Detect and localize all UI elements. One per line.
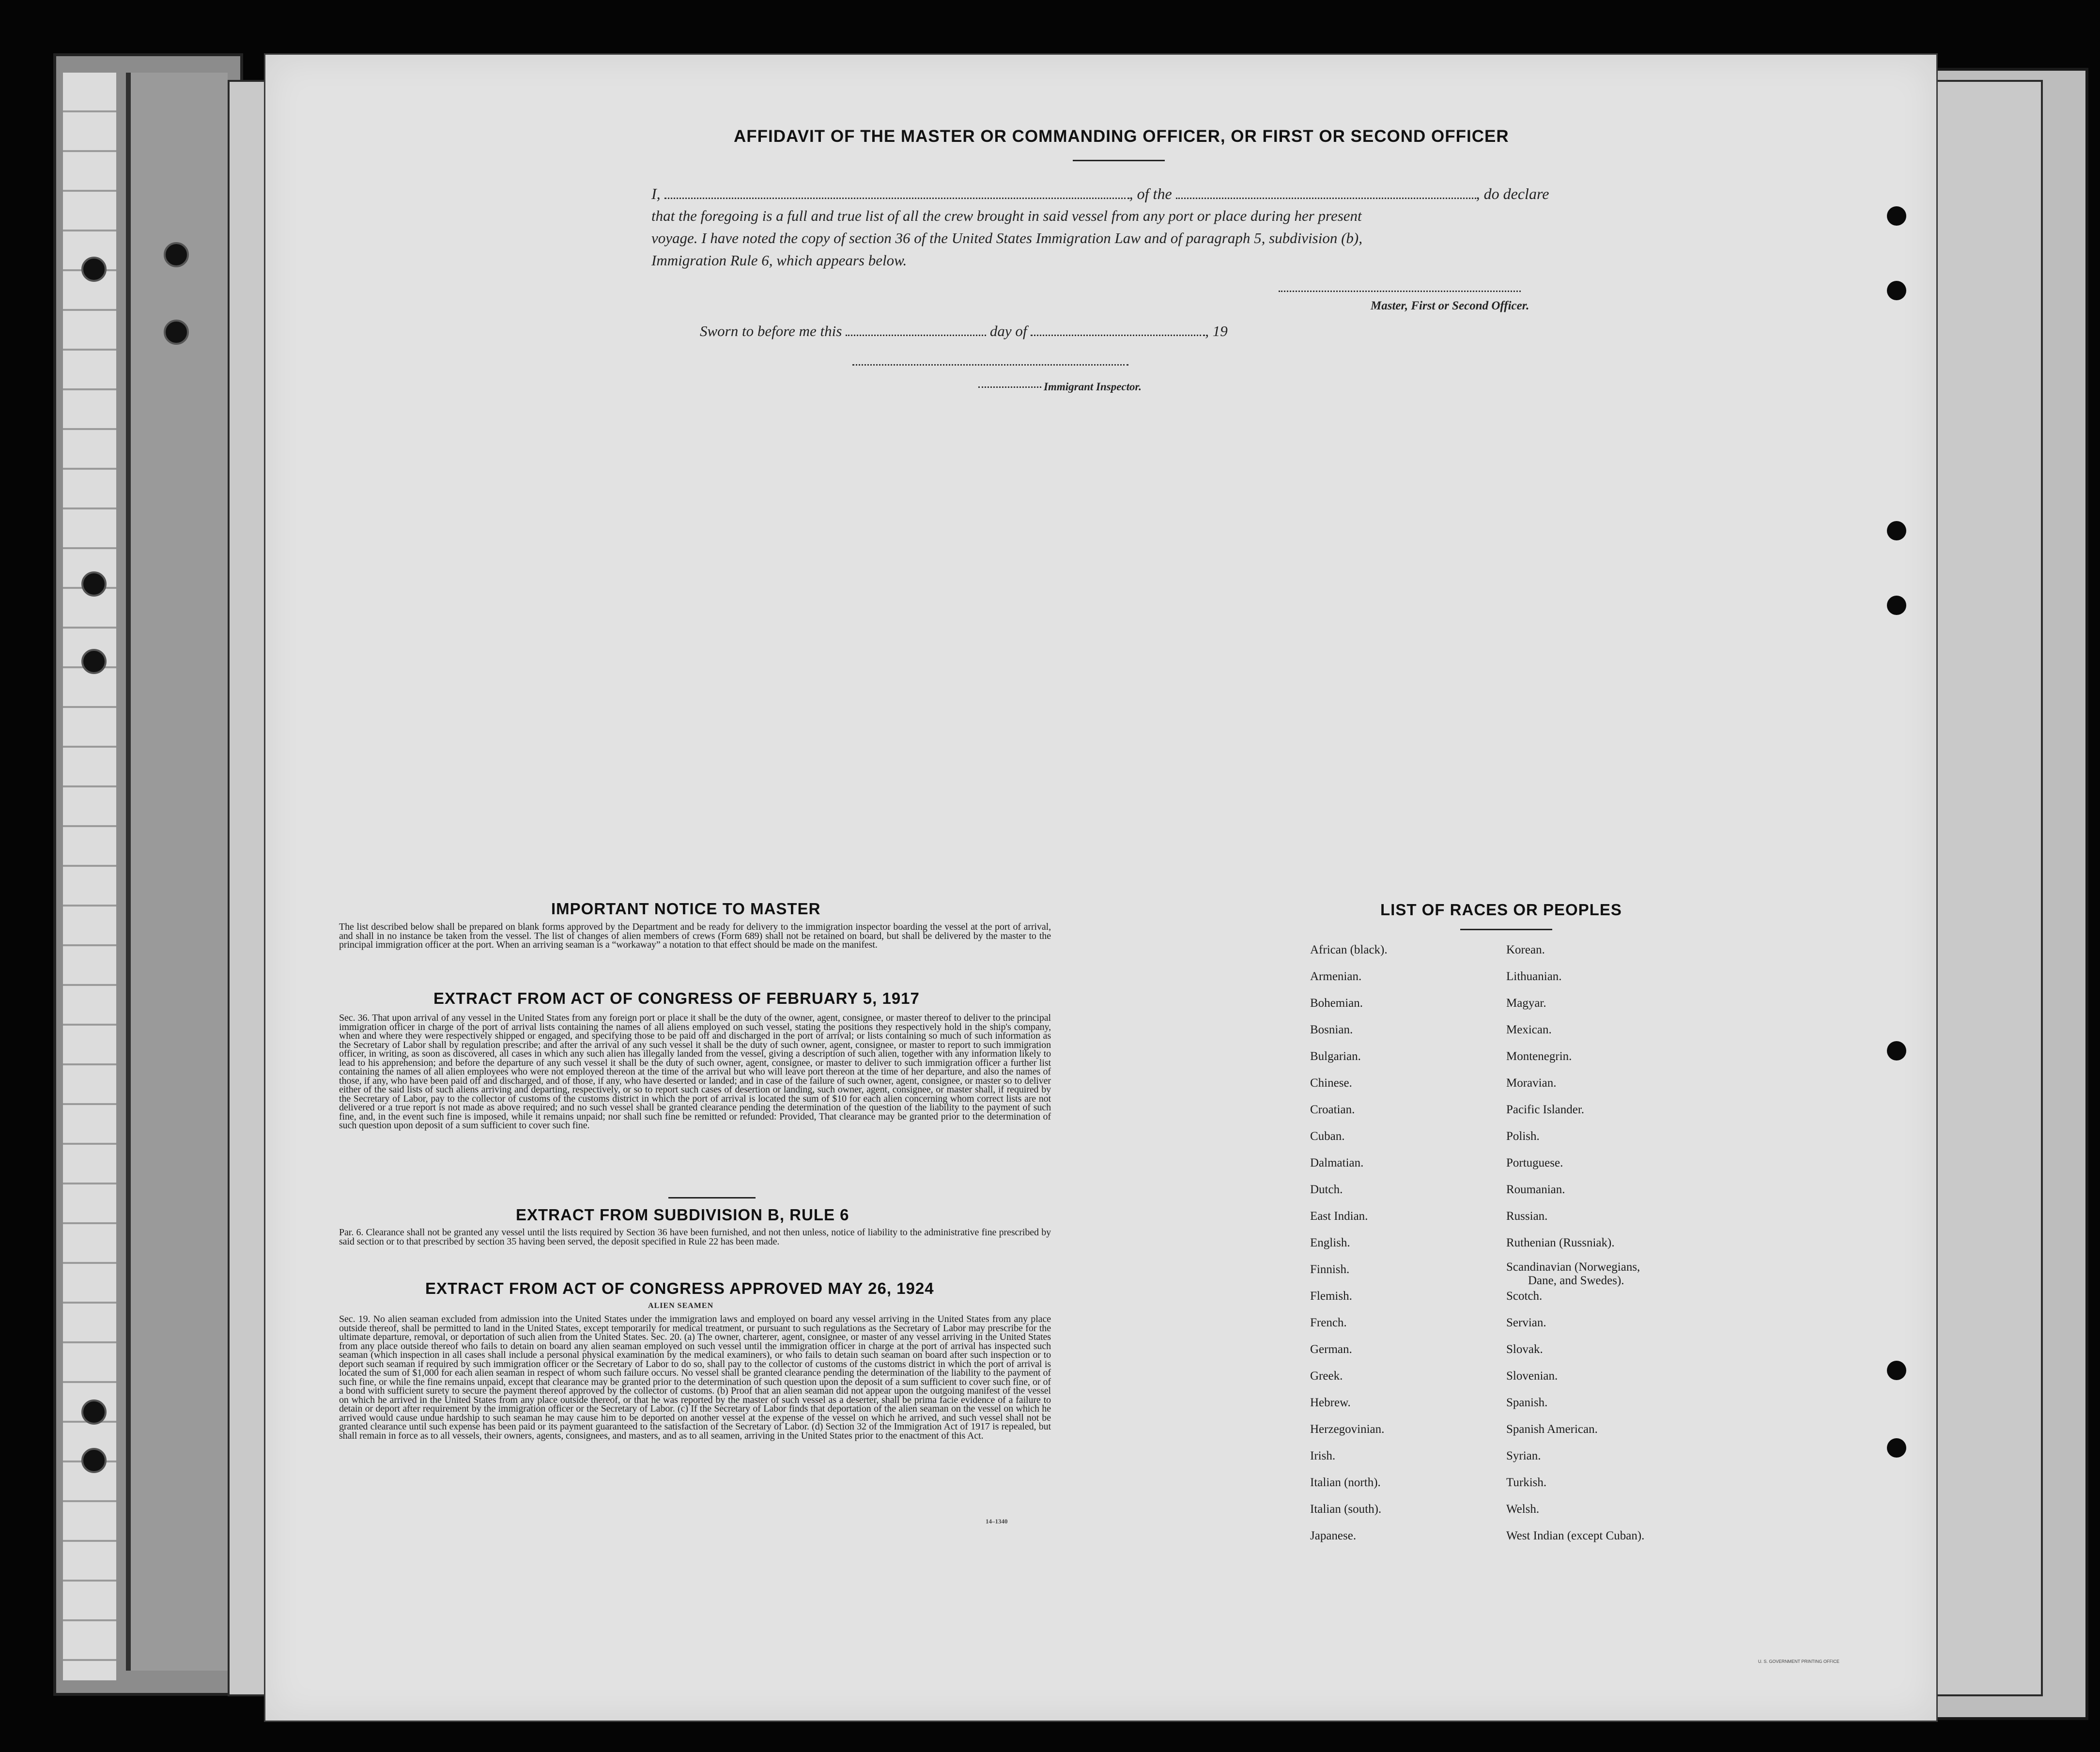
race-item: Spanish American.: [1506, 1423, 1598, 1436]
name-blank: [664, 198, 1129, 199]
race-item: East Indian.: [1310, 1210, 1368, 1223]
lined-paper-strip: [63, 73, 116, 1680]
affidavit-body-line-2: voyage. I have noted the copy of section 36 of the United States Immigration Law and of paragraph 5, subdivision (b),: [651, 230, 1362, 246]
race-item: Italian (north).: [1310, 1476, 1381, 1489]
race-item: Pacific Islander.: [1506, 1103, 1585, 1116]
inspector-lead-dots: [978, 386, 1041, 388]
extract-rule6-text: Par. 6. Clearance shall not be granted any vessel until the lists required by Section 36 have been furnished, and not then unless, notice of liability to the administrative fine prescribed by said section or to that prescribed by section 35 having been served, the deposit specified in Rule 22 has been made.: [339, 1227, 1051, 1247]
race-item: West Indian (except Cuban).: [1506, 1529, 1645, 1542]
race-item: Montenegrin.: [1506, 1050, 1572, 1063]
extract-1924-subtitle: ALIEN SEAMEN: [648, 1302, 714, 1310]
printer-imprint: U. S. GOVERNMENT PRINTING OFFICE: [1758, 1659, 1839, 1664]
race-item: Hebrew.: [1310, 1396, 1351, 1409]
race-item: Lithuanian.: [1506, 970, 1562, 983]
vessel-blank: [1176, 198, 1476, 199]
binder-hole-icon: [1887, 1041, 1906, 1060]
binder-hole-icon: [81, 1399, 107, 1425]
affidavit-body-line-3: Immigration Rule 6, which appears below.: [651, 252, 907, 269]
race-item: Ruthenian (Russniak).: [1506, 1236, 1615, 1249]
extract-rule6-title: EXTRACT FROM SUBDIVISION B, RULE 6: [516, 1206, 849, 1224]
race-item: Slovenian.: [1506, 1369, 1558, 1383]
binder-hole-icon: [164, 320, 189, 345]
race-item: Spanish.: [1506, 1396, 1548, 1409]
notice-text: The list described below shall be prepared on blank forms approved by the Department and be ready for delivery to the immigration inspector boarding the vessel at the port of arrival, and shall in no instance be taken from the vessel. The list of changes of alien members of crews (Form 689) shall not be retained on board, but shall be delivered by the master to the principal immigration officer at the port. When an arriving seaman is a “workaway” a notation to that effect should be made on the manifest.: [339, 922, 1051, 950]
binder-hole-icon: [81, 649, 107, 674]
manifest-back-page: [264, 53, 1938, 1722]
section-rule: [668, 1197, 756, 1199]
race-item: Dutch.: [1310, 1183, 1343, 1196]
race-item: Bohemian.: [1310, 997, 1363, 1010]
extract-1917-text: Sec. 36. That upon arrival of any vessel in the United States from any foreign port or place it shall be the duty of the owner, agent, consignee, or master thereof to deliver to the principal immigration officer in charge of the port of arrival lists containing the names of all aliens employed on such vessel, stating the positions they respectively hold in the ship's company, when and where they were respectively shipped or engaged, and specifying those to be paid off and discharged in the port of arrival; or lists containing so much of such information as the Secretary of Labor shall by regulation prescribe; and after the arrival of any such vessel it shall be the duty of such owner, agent, consignee, or master to report to such immigration officer, in writing, as soon as discovered, all cases in which any such alien has illegally landed from the vessel, giving a description of such alien, together with any information likely to lead to his apprehension; and before the departure of any such vessel it shall be the duty of such owner, agent, consignee, or master to deliver to such immigration officer a further list containing the names of all alien employees who were not employed thereon at the time of the arrival but who will leave port thereon at the time of her departure, and also the names of those, if any, who have been paid off and discharged, and of those, if any, who have deserted or landed; and in case of the failure of such owner, agent, consignee, or master so to deliver either of the said lists of such aliens arriving and departing, respectively, or so to report such cases of desertion or landing, such owner, agent, consignee, or master shall, if required by the Secretary of Labor, pay to the collector of customs of the customs district in which the port of arrival is located the sum of $10 for each alien concerning whom correct lists are not delivered or a true report is not made as above required; and no such vessel shall be granted clearance pending the determination of the question of the liability to the payment of such fine, and, in the event such fine is imposed, while it remains unpaid; nor shall such fine be remitted or refunded: Provided, That clearance may be granted prior to the determination of such question upon deposit of a sum sufficient to cover such fine.: [339, 1013, 1051, 1131]
declaration-i: I,: [651, 185, 661, 202]
inspector-signature-blank: [852, 364, 1128, 366]
race-item: Herzegovinian.: [1310, 1423, 1385, 1436]
binder-hole-icon: [1887, 281, 1906, 300]
extract-1924-text: Sec. 19. No alien seaman excluded from admission into the United States under the immigration laws and employed on board any vessel arriving in the United States from any place outside thereof, shall be permitted to land in the United States, except temporarily for medical treatment, or pursuant to such regulations as the Secretary of Labor may prescribe for the ultimate departure, removal, or deportation of such alien from the United States. Sec. 20. (a) The owner, charterer, agent, consignee, or master of any vessel arriving in the United States from any place outside thereof who fails to detain on board any alien seaman employed on such vessel until the immigration officer in charge at the port of arrival has inspected such seaman (which inspection in all cases shall include a personal physical examination by the medical examiners), or who fails to detain such seaman on board after such inspection or to deport such seaman if required by such immigration officer or the Secretary of Labor to do so, shall pay to the collector of customs of the customs district in which the port of arrival is located the sum of $1,000 for each alien seaman in respect of whom such failure occurs. No vessel shall be granted clearance pending the determination of the liability to the payment of such fine, or while the fine remains unpaid, except that clearance may be granted prior to the determination of such question upon the deposit of a sum sufficient to cover such fine, or of a bond with sufficient surety to secure the payment thereof approved by the collector of customs. (b) Proof that an alien seaman did not appear upon the outgoing manifest of the vessel on which he arrived in the United States from any place outside thereof, or that he was reported by the master of such vessel as a deserter, shall be prima facie evidence of a failure to detain or deport after requirement by the immigration officer or the Secretary of Labor. (c) If the Secretary of Labor finds that deportation of the alien seaman on the vessel on which he arrived would cause undue hardship to such seaman he may cause him to be deported on another vessel at the expense of the vessel on which he arrived, and such vessel shall not be granted clearance until such expense has been paid or its payment guaranteed to the satisfaction of the Secretary of Labor. (d) Section 32 of the Immigration Act of 1917 is repealed, but shall remain in force as to all vessels, their owners, agents, consignees, and masters, and as to all seamen, arriving in the United States prior to the enactment of this Act.: [339, 1314, 1051, 1441]
master-signature-blank: [1279, 291, 1521, 292]
race-item: Welsh.: [1506, 1503, 1540, 1516]
affidavit-declaration-line: [651, 185, 1549, 203]
sworn-day-blank: [846, 335, 986, 336]
race-item: Dalmatian.: [1310, 1156, 1364, 1169]
race-item: Korean.: [1506, 943, 1545, 956]
races-title-rule: [1460, 929, 1552, 930]
form-number: 14–1340: [986, 1518, 1008, 1525]
inspector-label: Immigrant Inspector.: [1044, 381, 1142, 393]
race-item: Dane, and Swedes).: [1528, 1274, 1624, 1287]
sworn-line: [700, 323, 1228, 340]
race-item: Irish.: [1310, 1449, 1336, 1462]
notice-title: IMPORTANT NOTICE TO MASTER: [551, 900, 821, 918]
race-item: Roumanian.: [1506, 1183, 1565, 1196]
declaration-do-declare: , do declare: [1476, 185, 1549, 202]
race-item: English.: [1310, 1236, 1350, 1249]
race-item: Scandinavian (Norwegians,: [1506, 1260, 1640, 1274]
race-item: German.: [1310, 1343, 1352, 1356]
binder-hole-icon: [1887, 521, 1906, 540]
back-page-left-inner: [126, 73, 228, 1671]
race-item: Greek.: [1310, 1369, 1343, 1383]
binder-hole-icon: [81, 1448, 107, 1473]
sworn-month-blank: [1031, 335, 1205, 336]
year-prefix-label: , 19: [1205, 323, 1228, 339]
binder-hole-icon: [1887, 596, 1906, 615]
race-item: Finnish.: [1310, 1263, 1350, 1276]
race-item: Moravian.: [1506, 1076, 1557, 1090]
extract-1924-title: EXTRACT FROM ACT OF CONGRESS APPROVED MAY 26, 1924: [425, 1279, 934, 1297]
master-signature-label: Master, First or Second Officer.: [1371, 299, 1529, 312]
race-item: Portuguese.: [1506, 1156, 1563, 1169]
race-item: Japanese.: [1310, 1529, 1357, 1542]
binder-hole-icon: [164, 242, 189, 267]
race-item: Polish.: [1506, 1130, 1540, 1143]
binder-hole-icon: [1887, 1438, 1906, 1458]
race-item: Bulgarian.: [1310, 1050, 1361, 1063]
race-item: African (black).: [1310, 943, 1388, 956]
race-item: Mexican.: [1506, 1023, 1552, 1036]
race-item: Slovak.: [1506, 1343, 1543, 1356]
title-rule: [1073, 160, 1165, 161]
race-item: Servian.: [1506, 1316, 1546, 1329]
race-item: Russian.: [1506, 1210, 1548, 1223]
race-item: Chinese.: [1310, 1076, 1352, 1090]
race-item: Armenian.: [1310, 970, 1362, 983]
day-of-label: day of: [989, 323, 1027, 339]
race-item: Bosnian.: [1310, 1023, 1353, 1036]
race-item: Croatian.: [1310, 1103, 1355, 1116]
extract-1917-title: EXTRACT FROM ACT OF CONGRESS OF FEBRUARY 5, 1917: [433, 989, 920, 1007]
race-item: French.: [1310, 1316, 1347, 1329]
race-item: Scotch.: [1506, 1290, 1543, 1303]
affidavit-title: AFFIDAVIT OF THE MASTER OR COMMANDING OFFICER, OR FIRST OR SECOND OFFICER: [734, 127, 1509, 146]
declaration-of-the: , of the: [1129, 185, 1172, 202]
races-title: LIST OF RACES OR PEOPLES: [1380, 901, 1622, 919]
race-item: Cuban.: [1310, 1130, 1345, 1143]
race-item: Italian (south).: [1310, 1503, 1382, 1516]
race-item: Flemish.: [1310, 1290, 1352, 1303]
binder-hole-icon: [81, 571, 107, 597]
binder-hole-icon: [81, 257, 107, 282]
affidavit-body-line-1: that the foregoing is a full and true list of all the crew brought in said vessel from any port or place during her present: [651, 207, 1362, 224]
race-item: Syrian.: [1506, 1449, 1541, 1462]
sworn-before-label: Sworn to before me this: [700, 323, 842, 339]
binder-hole-icon: [1887, 1361, 1906, 1380]
binder-hole-icon: [1887, 206, 1906, 226]
race-item: Magyar.: [1506, 997, 1546, 1010]
race-item: Turkish.: [1506, 1476, 1547, 1489]
